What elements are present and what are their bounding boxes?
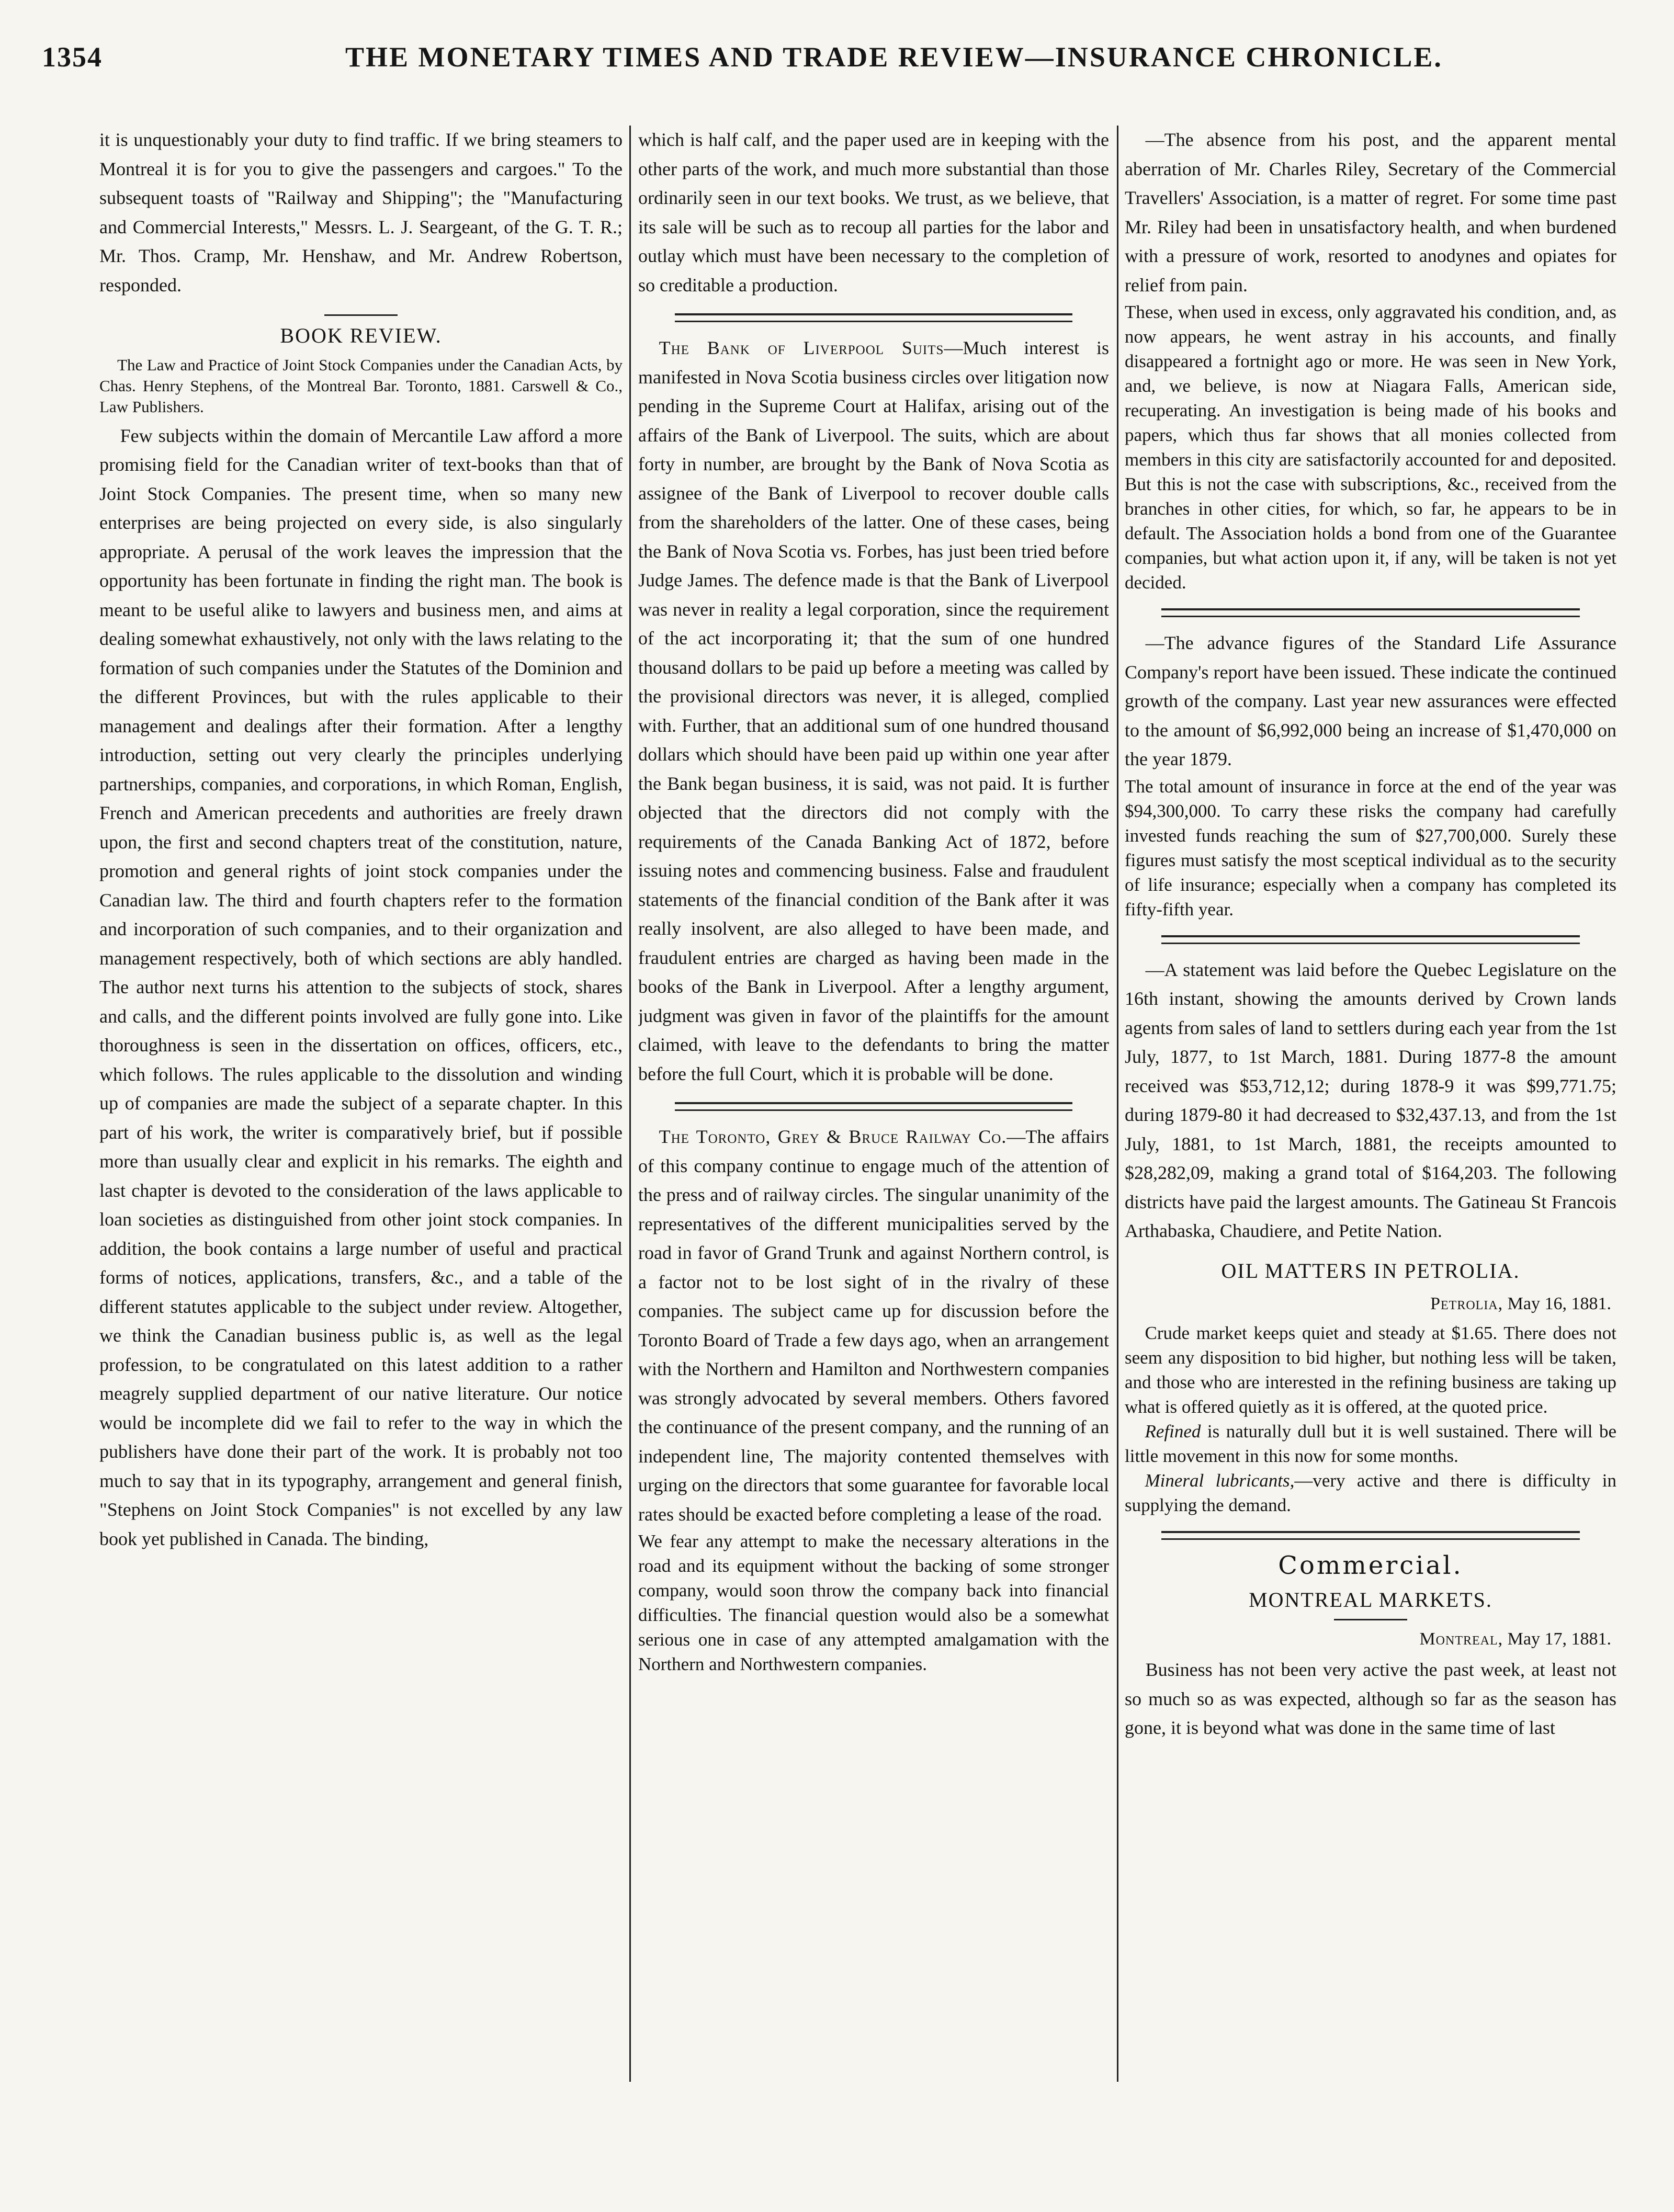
montreal-markets-text: Business has not been very active the past week, at least not so much so as was expected, although so far as the season has gone, it is beyond what was done in the same time of last (1125, 1659, 1616, 1738)
column-3 (1125, 126, 1616, 2082)
liverpool-text: —Much interest is manifested in Nova Scotia business circles over litigation now pending in the Supreme Court at Halifax, arising out of the affairs of the Bank of Liverpool. The suits, which are about forty in number, are brought by the Bank of Nova Scotia as assignee of the Bank of Liverpool to recover double calls from the shareholders of the latter. One of these cases, being the Bank of Nova Scotia vs. Forbes, has just been tried before Judge James. The defence made is that the Bank of Liverpool was never in reality a legal corporation, since the requirement of the act incorporating it; that the sum of one hundred thousand dollars to be paid up before a meeting was called by the provisional directors was never, it is alleged, complied with. Further, that an additional sum of one hundred thousand dollars which should have been paid up within one year after the Bank began business, it is said, was not paid. It is further objected that the directors did not comply with the requirements of the Canada Banking Act of 1872, before issuing notes and commencing business. False and fraudulent statements of the financial condition of the Bank after it was really insolvent, are also alleged to have been made, and fraudulent entries are charged as having been made in the books of the Bank in Liverpool. After a lengthy argument, judgment was given in favor of the plaintiffs for the amount claimed, with leave to the defendants to bring the matter before the full Court, which it is probable will be done. (638, 337, 1109, 1084)
railway-text-continued: We fear any attempt to make the necessary alterations in the road and its equipment without the backing of some stronger company, would soon throw the company back into financial difficulties. The financial question would also be a somewhat serious one in case of any attempted amalgamation with the Northern and Northwestern companies. (638, 1531, 1109, 1674)
montreal-markets-heading: MONTREAL MARKETS. (1249, 1588, 1492, 1612)
section-divider (1161, 1531, 1580, 1540)
masthead-title: THE MONETARY TIMES AND TRADE REVIEW—INSURANCE CHRONICLE. (345, 41, 1443, 73)
oil-refined-label: Refined (1145, 1421, 1201, 1442)
montreal-dateline-date: May 17, 1881. (1507, 1629, 1611, 1649)
riley-article: —The absence from his post, and the apparent mental aberration of Mr. Charles Riley, Secretary of the Commercial Travellers' Association, is a matter of regret. For some time past Mr. Riley had been in unsatisfactory health, and when burdened with a pressure of work, resorted to anodynes and opiates for relief from pain. (1125, 129, 1616, 296)
binding-paragraph: which is half calf, and the paper used are in keeping with the other parts of the work, and much more substantial than those ordinarily seen in our text books. We trust, as we believe, that its sale will be such as to recoup all parties for the labor and outlay which must have been necessary to the completion of so creditable a production. (638, 129, 1109, 296)
oil-heading: OIL MATTERS IN PETROLIA. (1221, 1258, 1520, 1283)
column-rule-2 (1117, 126, 1118, 2082)
montreal-dateline-place: Montreal, (1419, 1629, 1503, 1649)
railway-article (638, 1122, 1109, 1529)
section-divider (324, 314, 398, 316)
section-divider (1161, 608, 1580, 617)
quebec-article: —A statement was laid before the Quebec Legislature on the 16th instant, showing the amounts derived by Crown lands agents from sales of land to settlers during each year from the 1st July, 1877, to 1st March, 1881. During 1877-8 the amount received was $53,712,12; during 1878-9 it was $99,771.75; during 1879-80 it had decreased to $32,437.13, and from the 1st July, 1881, to 1st March, 1881, the receipts amounted to $28,282,09, making a grand total of $164,203. The following districts have paid the largest amounts. The Gatineau St Francois Arthabaska, Chaudiere, and Petite Nation. (1125, 959, 1616, 1241)
liverpool-title: The Bank of Liverpool Suits (659, 337, 944, 358)
toast-paragraph: it is unquestionably your duty to find traffic. If we bring steamers to Montreal it is for you to give the passengers and cargoes." To the subsequent toasts of "Railway and Shipping"; the "Manufacturing and Commercial Interests," Messrs. L. J. Seargeant, of the G. T. R.; Mr. Thos. Cramp, Mr. Henshaw, and Mr. Andrew Robertson, responded. (99, 129, 623, 296)
section-divider (1334, 1619, 1407, 1620)
book-review-text: Few subjects within the domain of Mercantile Law afford a more promising field for the Canadian writer of text-books than that of Joint Stock Companies. The present time, when so many new enterprises are being projected on every side, is also singularly appropriate. A perusal of the work leaves the impression that the opportunity has been fortunate in finding the right man. The book is meant to be useful alike to lawyers and business men, and aims at dealing somewhat exhaustively, not only with the laws relating to the formation of such companies under the Statutes of the Dominion and the different Provinces, but with the rules applicable to their management and dealings after their formation. After a lengthy introduction, setting out very clearly the principles underlying partnerships, companies, and corporations, in which Roman, English, French and American precedents and authorities are freely drawn upon, the first and second chapters treat of the constitution, nature, promotion and general rights of joint stock companies under the Canadian law. The third and fourth chapters refer to the formation and incorporation of such companies, and to their organization and management respectively, both of which sections are ably handled. The author next turns his attention to the subjects of stock, shares and calls, and the different points involved are fully gone into. Like thoroughness is seen in the dissertation on offices, officers, etc., which follows. The rules applicable to the dissolution and winding up of companies are made the subject of a separate chapter. In this part of his work, the writer is comparatively brief, but if possible more than usually clear and explicit in his remarks. The eighth and last chapter is devoted to the consideration of the laws applicable to loan societies as distinguished from other joint stock companies. In addition, the book contains a large number of useful and practical forms of notices, applications, transfers, &c., and a table of the different statutes applicable to the subject under review. Altogether, we think the Canadian business public is, as well as the legal profession, to be congratulated on this latest addition to a rather meagrely supplied department of our native literature. Our notice would be incomplete did we fail to refer to the way in which the publishers have done their part of the work. It is probably not too much to say that in its typography, arrangement and general finish, "Stephens on Joint Stock Companies" is not excelled by any law book yet published in Canada. The binding, (99, 425, 623, 1549)
riley-article-continued: These, when used in excess, only aggravated his condition, and, as now appears, he went astray in his accounts, and finally disappeared a fortnight ago or more. He was seen in New York, and, we believe, is now at Niagara Falls, American side, recuperating. An investigation is being made of his books and papers, which thus far shows that all monies collected from members in this city are satisfactorily accounted for and deposited. But this is not the case with subscriptions, &c., received from the branches in other cities, for which, so far, he appears to be in default. The Association holds a bond from one of the Guarantee companies, but what action upon it, if any, will be taken is not yet decided. (1125, 302, 1616, 593)
railway-text: —The affairs of this company continue to engage much of the attention of the press and of railway circles. The singular unanimity of the representatives of the different municipalities served by the road in favor of Grand Trunk and against Northern control, is a factor not to be lost sight of in the rivalry of these companies. The subject came up for discussion before the Toronto Board of Trade a few days ago, when an arrangement with the Northern and Hamilton and Northwestern companies was strongly advocated by several members. Others favored the continuance of the present company, and the running of an independent line, The majority contented themselves with urging on the directors that some guarantee for favorable local rates should be exacted before completing a lease of the road. (638, 1126, 1109, 1525)
section-divider (1161, 935, 1580, 944)
oil-mineral-text: —very active and there is difficulty in supplying the demand. (1125, 1470, 1616, 1515)
commercial-heading: Commercial. (1278, 1550, 1463, 1580)
section-divider (675, 313, 1072, 322)
page-number: 1354 (42, 41, 103, 73)
section-divider (675, 1102, 1072, 1111)
oil-mineral-paragraph (1125, 1468, 1616, 1517)
oil-crude-text: Crude market keeps quiet and steady at $1.65. There does not seem any disposition to bid higher, but nothing less will be taken, and those who are interested in the refining business are taking up what is offered quietly as it is offered, at the quoted price. (1125, 1322, 1616, 1417)
montreal-dateline (1125, 1625, 1611, 1654)
liverpool-article (638, 334, 1109, 1088)
page-header (42, 41, 1632, 83)
oil-dateline (1125, 1289, 1611, 1319)
oil-dateline-place: Petrolia, (1430, 1294, 1503, 1313)
book-citation: The Law and Practice of Joint Stock Companies under the Canadian Acts, by Chas. Henry Stephens, of the Montreal Bar. Toronto, 1881. Carswell & Co., Law Publishers. (99, 355, 623, 416)
standard-life-article: —The advance figures of the Standard Life Assurance Company's report have been issued. These indicate the continued growth of the company. Last year new assurances were effected to the amount of $6,992,000 being an increase of $1,470,000 on the year 1879. (1125, 632, 1616, 769)
oil-refined-text: is naturally dull but it is well sustained. There will be little movement in this now for some months. (1125, 1421, 1616, 1466)
column-rule-1 (629, 126, 631, 2082)
book-review-heading: BOOK REVIEW. (280, 324, 442, 347)
oil-mineral-label: Mineral lubricants, (1145, 1470, 1295, 1491)
railway-title: The Toronto, Grey & Bruce Railway Co. (659, 1126, 1007, 1147)
oil-refined-paragraph (1125, 1419, 1616, 1468)
column-1 (99, 126, 623, 2082)
oil-dateline-date: May 16, 1881. (1507, 1294, 1611, 1313)
standard-life-continued: The total amount of insurance in force at the end of the year was $94,300,000. To carry these risks the company had carefully invested funds reaching the sum of $27,700,000. Surely these figures must satisfy the most sceptical individual as to the security of life insurance; especially when a company has completed its fifty-fifth year. (1125, 776, 1616, 920)
column-2 (638, 126, 1109, 2082)
